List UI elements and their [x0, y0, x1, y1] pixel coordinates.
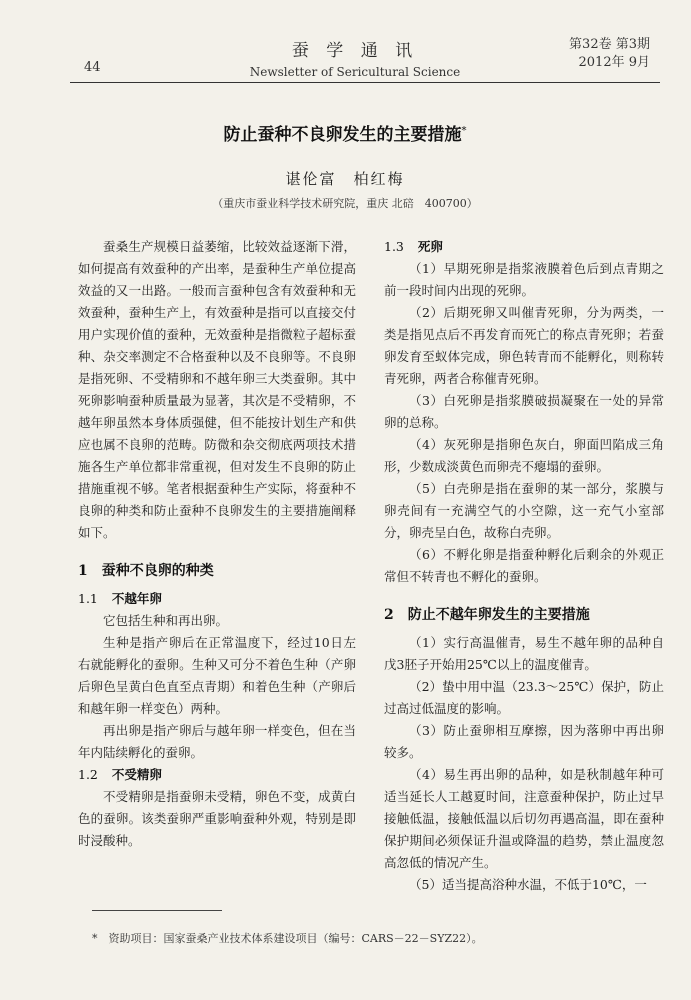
issue-info — [530, 36, 650, 72]
issue-date: 2012年 9月 — [578, 55, 650, 70]
paragraph: （5）适当提高浴种水温，不低于10℃，一 — [409, 877, 647, 892]
paragraph: 再出卵是指产卵后与越年卵一样变色，但在当年内陆续孵化的蚕卵。 — [78, 723, 356, 760]
author-affiliation: （重庆市蚕业科学技术研究院，重庆 北碚 400700） — [212, 197, 478, 210]
paragraph: （2）蛰中用中温（23.3～25℃）保护，防止过高过低温度的影响。 — [384, 679, 664, 716]
paragraph: （3）白死卵是指浆膜破损凝聚在一处的异常卵的总称。 — [384, 393, 664, 430]
journal-title-en: Newsletter of Sericultural Science — [249, 65, 461, 79]
section-2-heading: 2 防止不越年卵发生的主要措施 — [384, 607, 590, 623]
journal-masthead — [240, 36, 470, 79]
intro-paragraph: 蚕桑生产规模日益萎缩，比较效益逐渐下滑，如何提高有效蚕种的产出率，是蚕种生产单位提高效益的又一出路。一般而言蚕种包含有效蚕种和无效蚕种，蚕种生产上，有效蚕种是指可以直接交付用户实现价值的蚕种，无效蚕种是指微粒子超标蚕种、杂交率测定不合格蚕种以及不良卵等。不良卵是指死卵、不受精卵和不越年卵三大类蚕卵。其中死卵影响蚕种质量最为显著，其次是不受精卵，不越年卵虽然本身体质强健，但不能按计划生产和供应也属不良卵的范畴。防微和杂交彻底两项技术措施各生产单位都非常重视，但对发生不良卵的防止措施重视不够。笔者根据蚕种生产实际，将蚕种不良卵的种类和防止蚕种不良卵发生的主要措施阐释如下。 — [78, 239, 356, 540]
right-column — [384, 236, 664, 896]
subsection-1-1-heading — [78, 588, 356, 610]
subsection-1-3-title: 死卵 — [417, 239, 443, 254]
header-rule — [70, 82, 660, 83]
subsection-1-2-heading — [78, 764, 356, 786]
title-footnote-mark: * — [461, 125, 467, 137]
paragraph: （4）易生再出卵的品种，如是秋制越年种可适当延长人工越夏时间，注意蚕种保护，防止过早接触低温，接触低温以后切勿再遇高温，即在蚕种保护期间必须保证升温或降温的趋势，禁止温度忽高忽低的情况产生。 — [384, 767, 664, 870]
section-1-heading: 1 蚕种不良卵的种类 — [78, 563, 214, 579]
subsection-1-3-heading — [384, 236, 664, 258]
paragraph: （1）实行高温催青，易生不越年卵的品种自戊3胚子开始用25℃以上的温度催青。 — [384, 635, 664, 672]
journal-title-cn: 蚕 学 通 讯 — [291, 41, 419, 61]
article-title — [110, 120, 580, 145]
subsection-1-2-title: 不受精卵 — [111, 767, 162, 782]
paragraph: 生种是指产卵后在正常温度下，经过10日左右就能孵化的蚕卵。生种又可分不着色生种（产卵后卵色呈黄白色直至点青期）和着色生种（产卵后和越年卵一样变色）两种。 — [78, 635, 356, 716]
paragraph: （3）防止蚕卵相互摩擦，因为落卵中再出卵较多。 — [384, 723, 664, 760]
paragraph: （4）灰死卵是指卵色灰白，卵面凹陷成三角形，少数成淡黄色而卵壳不瘪塌的蚕卵。 — [384, 437, 664, 474]
footnote-rule — [92, 910, 222, 911]
subsection-1-1-title: 不越年卵 — [111, 591, 162, 606]
subsection-1-2-number: 1.2 — [78, 767, 98, 782]
funding-footnote: * 资助项目：国家蚕桑产业技术体系建设项目（编号：CARS－22－SYZ22）。 — [92, 932, 483, 945]
left-column — [78, 236, 356, 852]
paragraph: （1）早期死卵是指浆液膜着色后到点青期之前一段时间内出现的死卵。 — [384, 261, 664, 298]
paragraph: 它包括生种和再出卵。 — [103, 613, 229, 628]
paragraph: （5）白壳卵是指在蚕卵的某一部分，浆膜与卵壳间有一充满空气的小空隙，这一充气小室部分，卵壳呈白色，故称白壳卵。 — [384, 481, 664, 540]
paragraph: （6）不孵化卵是指蚕种孵化后剩余的外观正常但不转青也不孵化的蚕卵。 — [384, 547, 664, 584]
page-number: 44 — [84, 60, 101, 75]
article-authors: 谌伦富 柏红梅 — [285, 170, 405, 188]
subsection-1-1-number: 1.1 — [78, 591, 98, 606]
paragraph: （2）后期死卵又叫催青死卵，分为两类，一类是指见点后不再发育而死亡的称点青死卵；若蚕卵发育至蚁体完成，卵色转青而不能孵化，则称转青死卵，两者合称催青死卵。 — [384, 305, 664, 386]
article-title-text: 防止蚕种不良卵发生的主要措施 — [223, 125, 462, 145]
volume-issue: 第32卷 第3期 — [569, 37, 650, 52]
paragraph: 不受精卵是指蚕卵未受精，卵色不变，成黄白色的蚕卵。该类蚕卵严重影响蚕种外观，特别是即时浸酸种。 — [78, 789, 356, 848]
subsection-1-3-number: 1.3 — [384, 239, 404, 254]
